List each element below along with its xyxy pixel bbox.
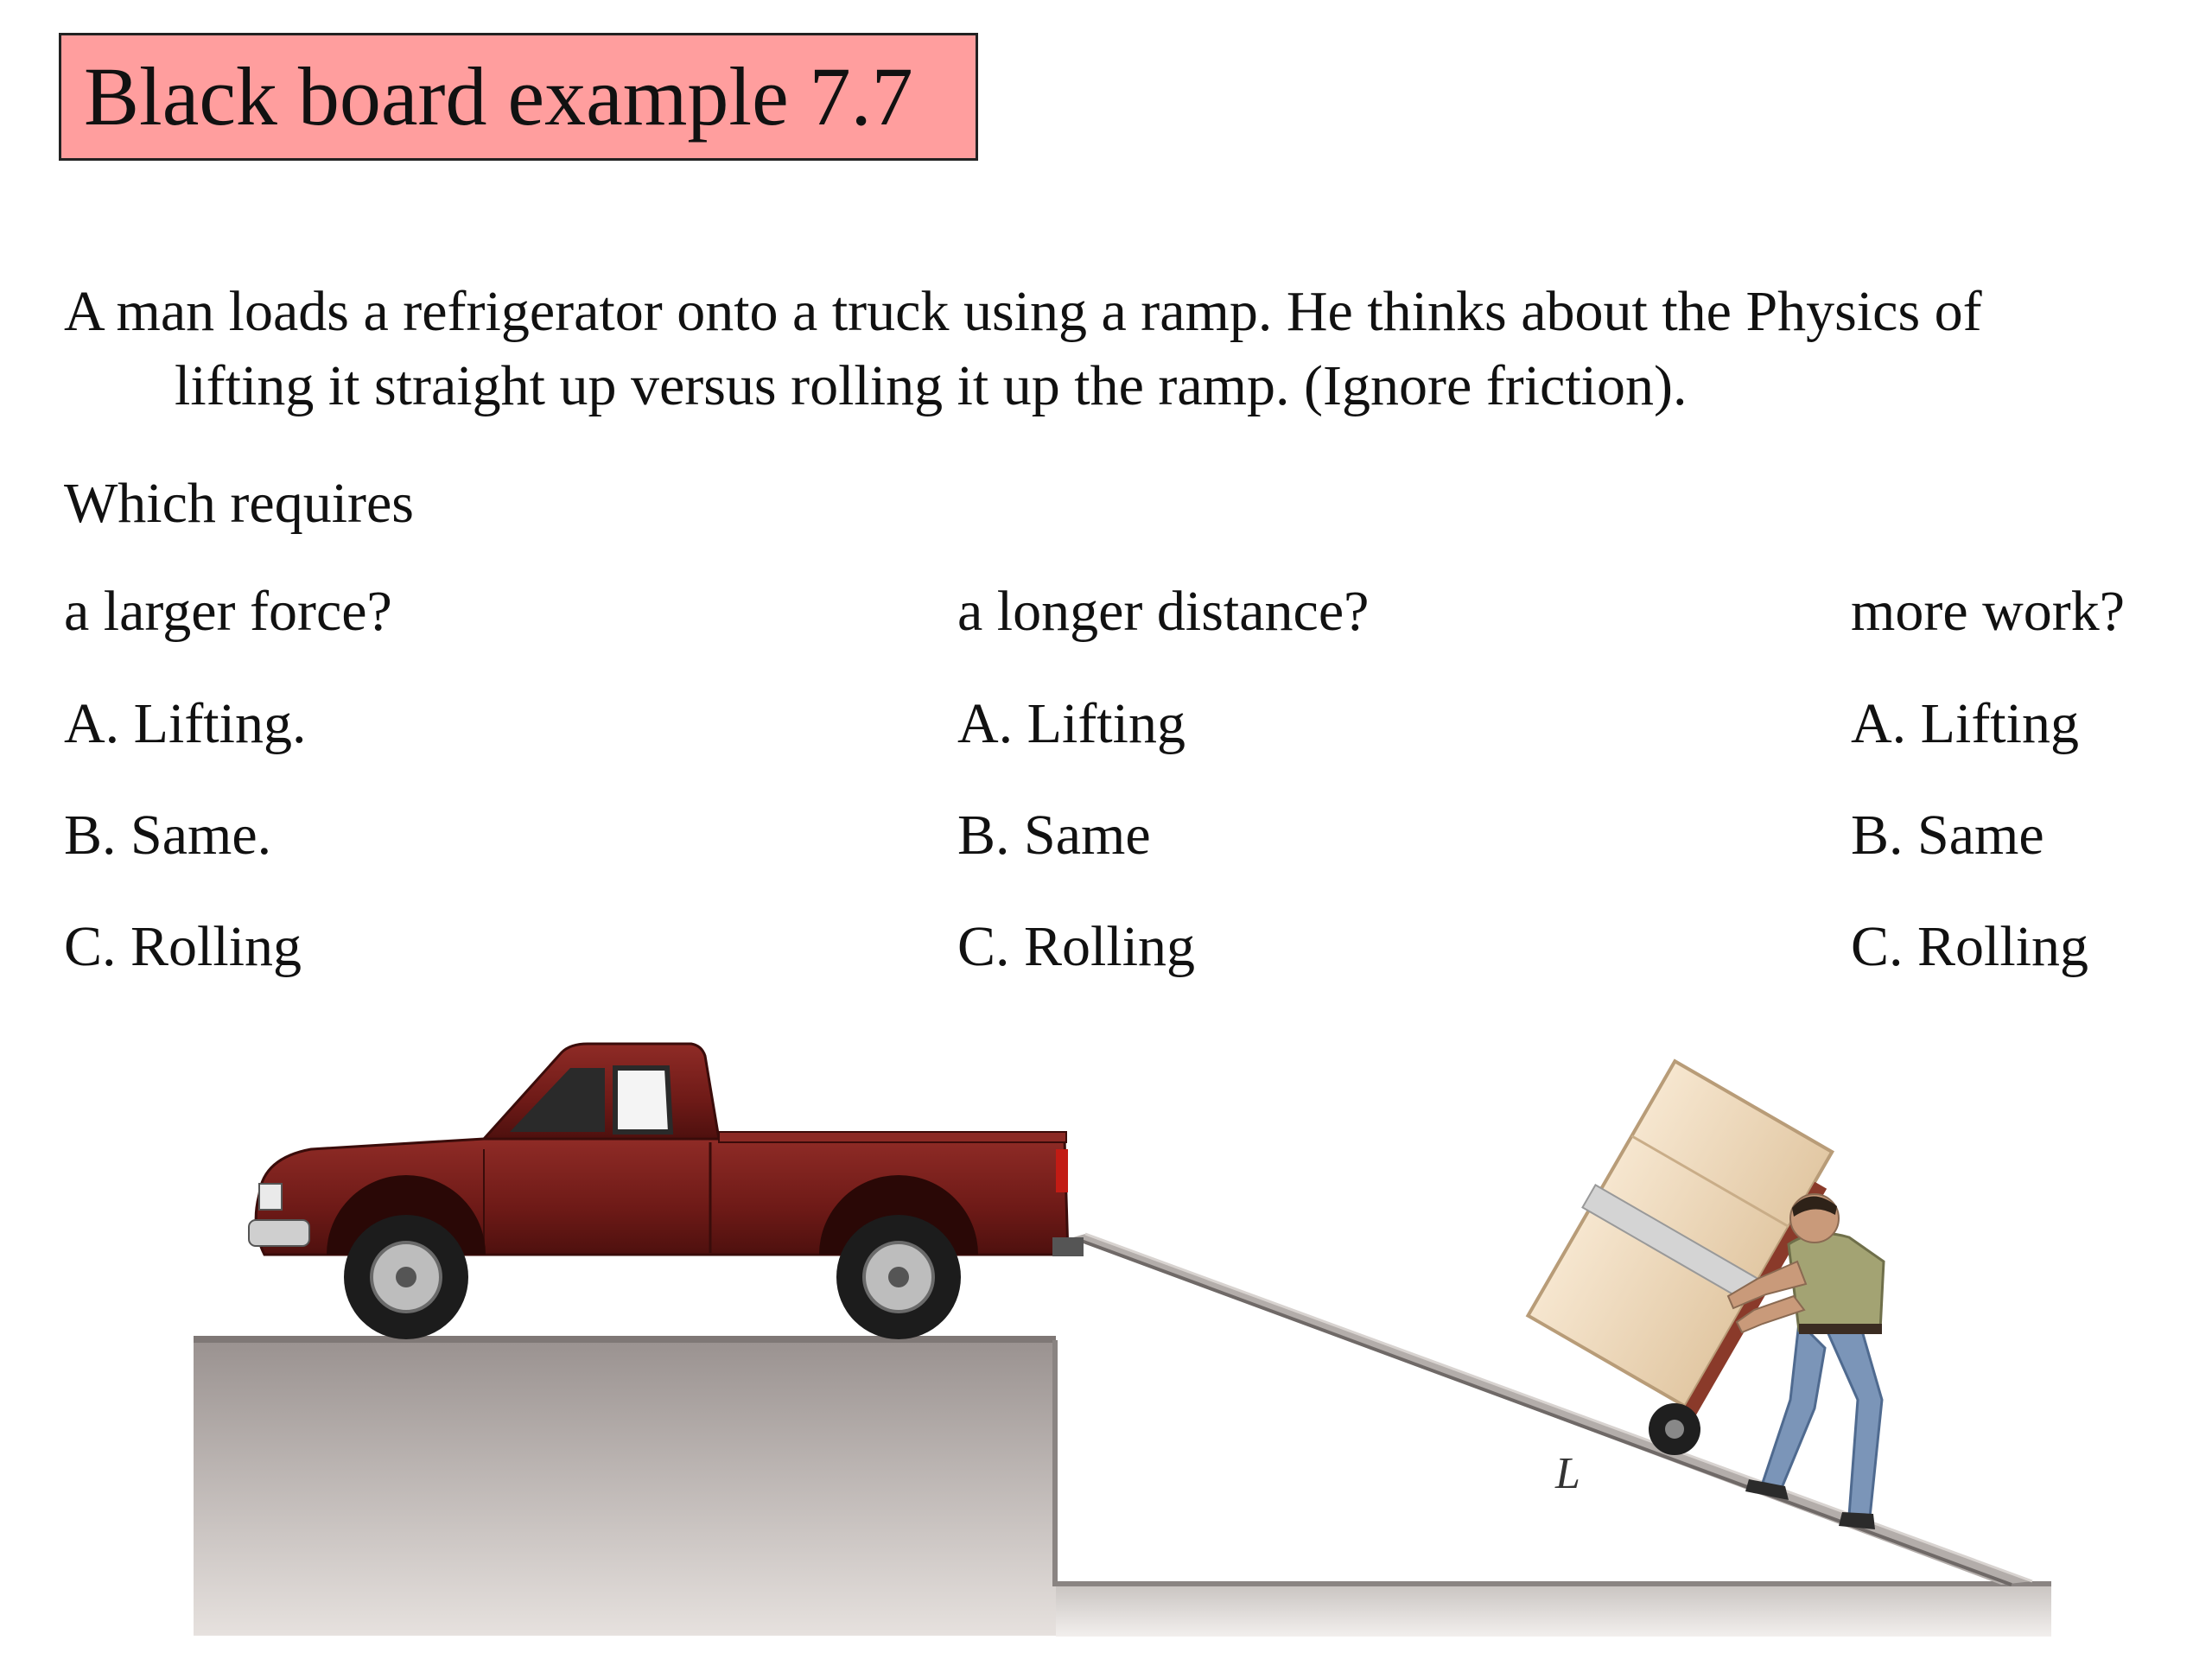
title-box xyxy=(59,33,978,161)
option-b: B. Same xyxy=(1851,804,2044,867)
intro-paragraph xyxy=(64,275,2172,423)
rear-wheel xyxy=(836,1215,961,1339)
option-b: B. Same. xyxy=(64,804,272,867)
intro-line-1: A man loads a refrigerator onto a truck using a ramp. He thinks about the Physics of xyxy=(64,280,1982,343)
question-column-work xyxy=(1851,575,2125,1021)
option-c: C. Rolling xyxy=(957,915,1196,978)
option-a: A. Lifting xyxy=(1851,692,2079,755)
question-column-force xyxy=(64,575,392,1021)
option-a: A. Lifting xyxy=(957,692,1185,755)
ramp-length-label: L xyxy=(1555,1449,1580,1498)
front-wheel xyxy=(344,1215,468,1339)
intro-line-2: lifting it straight up versus rolling it up the ramp. (Ignore friction). xyxy=(175,354,1688,417)
prompt-text: Which requires xyxy=(64,472,414,535)
option-c: C. Rolling xyxy=(64,915,302,978)
question-label: a larger force? xyxy=(64,580,392,643)
option-c: C. Rolling xyxy=(1851,915,2089,978)
question-label: more work? xyxy=(1851,580,2126,643)
ramp-illustration xyxy=(0,994,2212,1659)
pickup-truck xyxy=(249,1044,1084,1339)
option-b: B. Same xyxy=(957,804,1151,867)
option-a: A. Lifting. xyxy=(64,692,307,755)
slide-title: Black board example 7.7 xyxy=(84,50,913,143)
question-label: a longer distance? xyxy=(957,580,1370,643)
question-column-distance xyxy=(957,575,1369,1021)
